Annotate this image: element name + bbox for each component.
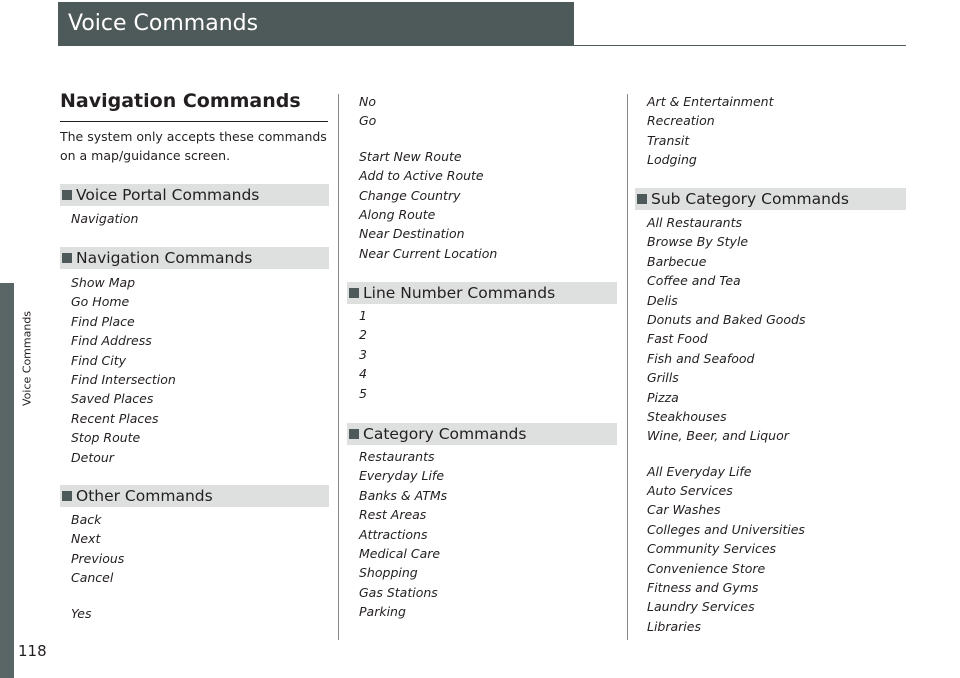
list-item: Medical Care bbox=[359, 545, 441, 561]
list-item: Restaurants bbox=[359, 449, 435, 464]
list-item: Convenience Store bbox=[647, 560, 766, 576]
list-item: Find City bbox=[71, 352, 126, 368]
list-item: Yes bbox=[71, 605, 92, 621]
list-item: 5 bbox=[359, 385, 367, 401]
page-title: Voice Commands bbox=[58, 2, 574, 46]
side-tab-bar bbox=[0, 283, 14, 678]
list-gap bbox=[647, 446, 806, 462]
list-item: Steakhouses bbox=[647, 408, 727, 424]
voice-portal-heading: Voice Portal Commands bbox=[60, 184, 329, 206]
list-item: Parking bbox=[359, 604, 406, 620]
list-item: Recent Places bbox=[71, 410, 159, 426]
square-bullet-icon bbox=[349, 288, 359, 298]
list-item: Auto Services bbox=[647, 483, 733, 499]
list-item: Delis bbox=[647, 292, 678, 308]
list-item: Start New Route bbox=[359, 148, 462, 164]
square-bullet-icon bbox=[637, 194, 647, 204]
list-item: Back bbox=[71, 512, 102, 527]
list-item: Gas Stations bbox=[359, 584, 438, 600]
square-bullet-icon bbox=[62, 491, 72, 501]
list-item: Recreation bbox=[647, 113, 715, 129]
list-item: Saved Places bbox=[71, 391, 154, 407]
column-divider bbox=[627, 94, 628, 640]
list-item: Grills bbox=[647, 370, 679, 386]
list-item: 4 bbox=[359, 366, 367, 382]
list-item: 3 bbox=[359, 346, 367, 362]
list-item: Wine, Beer, and Liquor bbox=[647, 428, 789, 444]
list-item: Detour bbox=[71, 449, 114, 465]
list-item: Rest Areas bbox=[359, 507, 427, 523]
list-item: Along Route bbox=[359, 206, 436, 222]
sub-category-commands-list bbox=[647, 213, 806, 636]
list-item: All Restaurants bbox=[647, 215, 742, 230]
list-item: 1 bbox=[359, 308, 367, 323]
list-item: Find Place bbox=[71, 313, 135, 329]
line-number-commands-heading: Line Number Commands bbox=[347, 282, 617, 304]
list-item: Find Address bbox=[71, 333, 152, 349]
header-rule bbox=[574, 45, 906, 46]
column-divider bbox=[338, 94, 339, 640]
list-item: Near Destination bbox=[359, 226, 465, 242]
list-item: Find Intersection bbox=[71, 371, 176, 387]
sub-category-commands-heading: Sub Category Commands bbox=[635, 188, 906, 210]
list-gap bbox=[359, 131, 497, 147]
other-commands-continued-list bbox=[359, 92, 497, 263]
list-item: Everyday Life bbox=[359, 468, 445, 484]
list-item: Art & Entertainment bbox=[647, 94, 774, 109]
list-gap bbox=[71, 588, 124, 604]
list-item: Transit bbox=[647, 132, 690, 148]
list-item: Show Map bbox=[71, 275, 136, 290]
list-item: Go Home bbox=[71, 294, 130, 310]
list-item: Next bbox=[71, 531, 101, 547]
list-item: Pizza bbox=[647, 389, 679, 405]
list-item: 2 bbox=[359, 327, 367, 343]
list-item: Stop Route bbox=[71, 430, 141, 446]
square-bullet-icon bbox=[62, 253, 72, 263]
other-commands-heading: Other Commands bbox=[60, 485, 329, 507]
voice-portal-list bbox=[71, 209, 138, 228]
list-item: Go bbox=[359, 113, 377, 129]
list-item: Car Washes bbox=[647, 502, 721, 518]
category-commands-continued-list bbox=[647, 92, 773, 170]
list-item: Barbecue bbox=[647, 253, 707, 269]
list-item: Cancel bbox=[71, 570, 114, 586]
list-item: Coffee and Tea bbox=[647, 273, 741, 289]
list-item: Fitness and Gyms bbox=[647, 580, 759, 596]
list-item: No bbox=[359, 94, 376, 109]
page-number: 118 bbox=[18, 642, 47, 660]
list-item: Add to Active Route bbox=[359, 168, 484, 184]
list-item: Near Current Location bbox=[359, 245, 498, 261]
square-bullet-icon bbox=[349, 429, 359, 439]
section-title: Navigation Commands bbox=[60, 90, 301, 112]
list-item: Community Services bbox=[647, 541, 777, 557]
category-commands-list bbox=[359, 447, 447, 622]
list-item: Colleges and Universities bbox=[647, 521, 805, 537]
category-commands-heading: Category Commands bbox=[347, 423, 617, 445]
list-item: Fish and Seafood bbox=[647, 350, 755, 366]
list-item: Previous bbox=[71, 550, 125, 566]
list-item: Libraries bbox=[647, 618, 701, 634]
list-item: Browse By Style bbox=[647, 234, 749, 250]
list-item: Fast Food bbox=[647, 331, 708, 347]
list-item: Laundry Services bbox=[647, 599, 755, 615]
section-intro: The system only accepts these commands on a map/guidance screen. bbox=[60, 129, 327, 163]
list-item: Banks & ATMs bbox=[359, 487, 448, 503]
section-rule bbox=[60, 121, 328, 122]
list-item: Change Country bbox=[359, 187, 461, 203]
square-bullet-icon bbox=[62, 190, 72, 200]
list-item: Lodging bbox=[647, 152, 697, 168]
other-commands-list bbox=[71, 510, 124, 623]
list-item: Donuts and Baked Goods bbox=[647, 311, 806, 327]
list-item: Navigation bbox=[71, 211, 139, 226]
navigation-commands-heading: Navigation Commands bbox=[60, 247, 329, 269]
navigation-commands-list bbox=[71, 273, 176, 467]
list-item: Attractions bbox=[359, 526, 428, 542]
list-item: All Everyday Life bbox=[647, 463, 752, 479]
side-tab-label: Voice Commands bbox=[20, 310, 34, 406]
line-number-commands-list bbox=[359, 306, 367, 403]
list-item: Shopping bbox=[359, 565, 418, 581]
